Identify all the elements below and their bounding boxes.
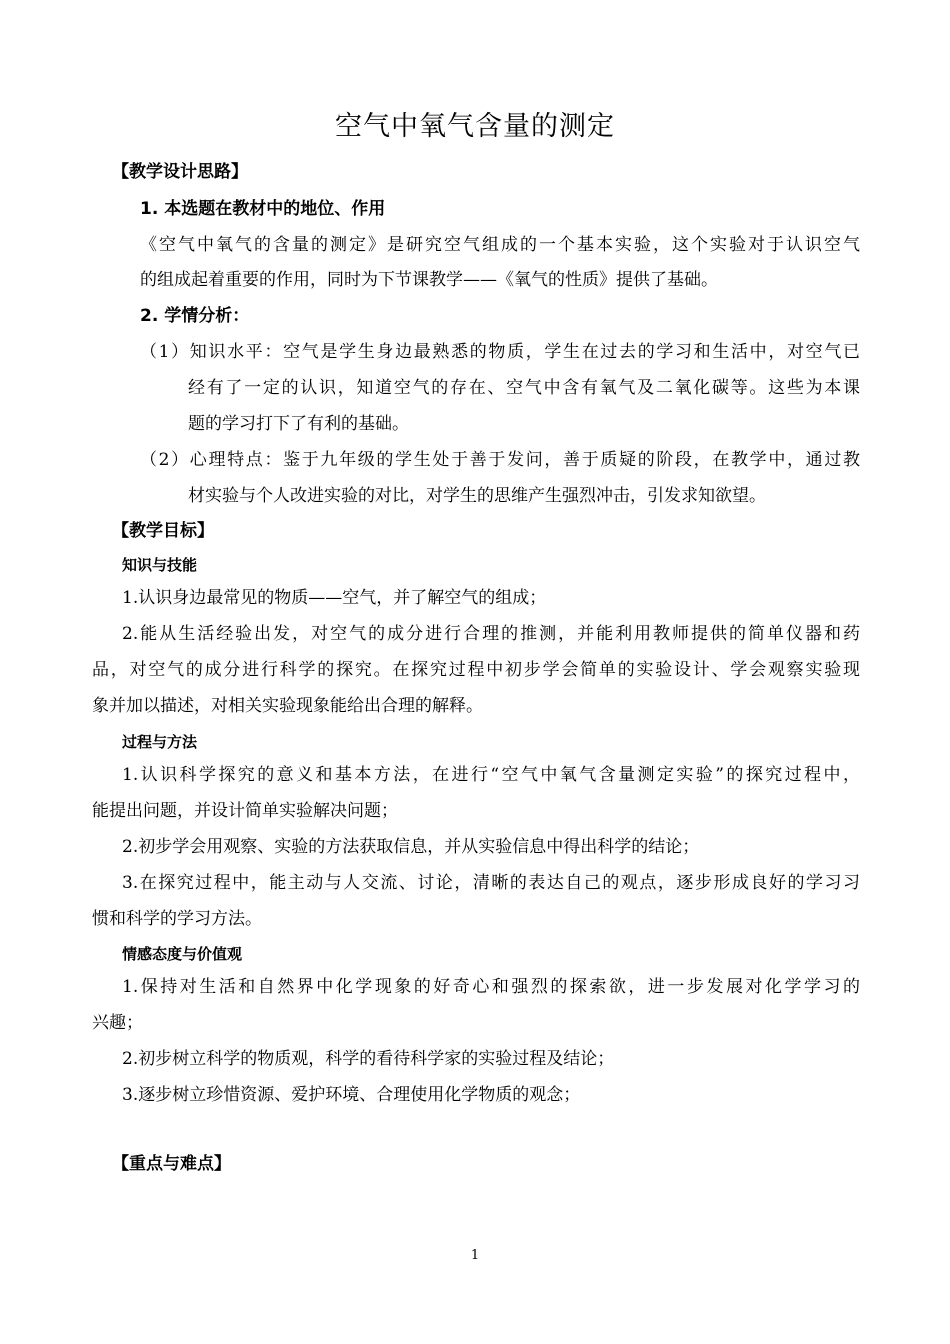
paragraph-line: （2）心理特点：鉴于九年级的学生处于善于发问，善于质疑的阶段，在教学中，通过教 [140, 450, 860, 470]
item-title-analysis: 2. 学情分析： [140, 306, 250, 326]
paragraph-line: 2.初步学会用观察、实验的方法获取信息，并从实验信息中得出科学的结论； [122, 837, 700, 857]
paragraph-line: 题的学习打下了有利的基础。 [188, 414, 409, 434]
section-heading-goals: 【教学目标】 [112, 521, 214, 541]
paragraph-line: （1）知识水平：空气是学生身边最熟悉的物质，学生在过去的学习和生活中，对空气已 [140, 342, 860, 362]
section-heading-key-points: 【重点与难点】 [112, 1154, 231, 1174]
paragraph-line: 能提出问题，并设计简单实验解决问题； [92, 801, 398, 821]
paragraph-line: 的组成起着重要的作用，同时为下节课教学——《氧气的性质》提供了基础。 [140, 270, 718, 290]
paragraph-line: 3.在探究过程中，能主动与人交流、讨论，清晰的表达自己的观点，逐步形成良好的学习习 [122, 873, 860, 893]
paragraph-line: 经有了一定的认识，知道空气的存在、空气中含有氧气及二氧化碳等。这些为本课 [188, 378, 860, 398]
page-number: 1 [470, 1248, 480, 1263]
paragraph-line: 2.初步树立科学的物质观，科学的看待科学家的实验过程及结论； [122, 1049, 615, 1069]
section-heading-design: 【教学设计思路】 [112, 162, 248, 182]
paragraph-line: 品，对空气的成分进行科学的探究。在探究过程中初步学会简单的实验设计、学会观察实验现 [92, 660, 860, 680]
paragraph-line: 1.保持对生活和自然界中化学现象的好奇心和强烈的探索欲，进一步发展对化学学习的 [122, 977, 860, 997]
paragraph-line: 象并加以描述，对相关实验现象能给出合理的解释。 [92, 696, 483, 716]
paragraph-line: 惯和科学的学习方法。 [92, 909, 262, 929]
paragraph-line: 《空气中氧气的含量的测定》是研究空气组成的一个基本实验，这个实验对于认识空气 [140, 235, 860, 255]
paragraph-line: 2.能从生活经验出发，对空气的成分进行合理的推测，并能利用教师提供的简单仪器和药 [122, 624, 860, 644]
subheading-emotion: 情感态度与价值观 [122, 945, 243, 963]
subheading-knowledge: 知识与技能 [122, 556, 198, 574]
paragraph-line: 3.逐步树立珍惜资源、爱护环境、合理使用化学物质的观念； [122, 1085, 581, 1105]
page-title: 空气中氧气含量的测定 [335, 111, 615, 142]
paragraph-line: 1.认识科学探究的意义和基本方法，在进行“空气中氧气含量测定实验”的探究过程中， [122, 765, 860, 785]
paragraph-line: 兴趣； [92, 1013, 143, 1033]
paragraph-line: 材实验与个人改进实验的对比，对学生的思维产生强烈冲击，引发求知欲望。 [188, 486, 766, 506]
subheading-process: 过程与方法 [122, 733, 198, 751]
item-title-position: 1. 本选题在教材中的地位、作用 [140, 199, 386, 219]
paragraph-line: 1.认识身边最常见的物质——空气，并了解空气的组成； [122, 588, 547, 608]
